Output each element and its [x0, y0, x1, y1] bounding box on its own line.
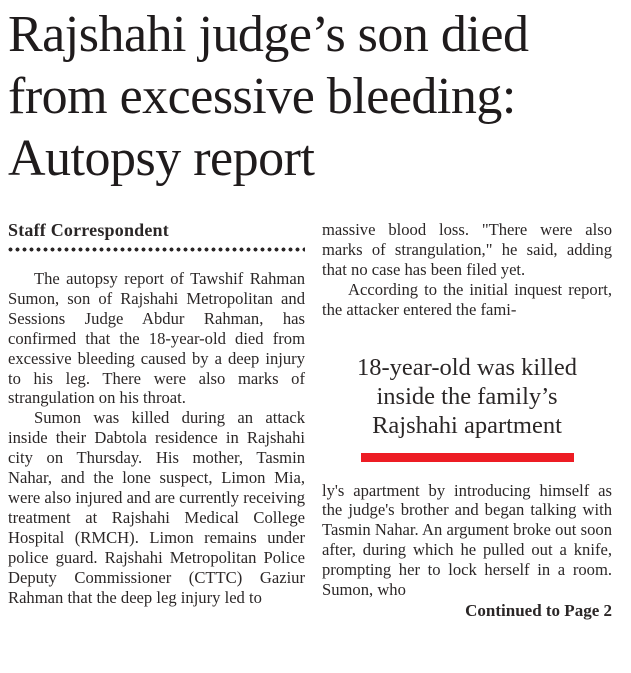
continued-to-page-label: Continued to Page 2	[465, 600, 612, 620]
paragraph: Sumon was killed during an attack inside their Dabtola residence in Rajshahi city on Thursday. His mother, Tasmin Nahar, and the lone suspect, Limon Mia, were also injured and are currently receiving treatment at Rajshahi Medical College Hospital (RMCH). Limon remains under police guard. Rajshahi Metropolitan Police Deputy Commissioner (CTTC) Gaziur Rahman that the deep leg injury led to	[8, 408, 305, 607]
paragraph: According to the initial inquest report, the attacker entered the fami-	[322, 279, 612, 319]
pull-quote: 18-year-old was killed inside the family’s Rajshahi apartment	[357, 353, 577, 439]
byline-divider	[8, 247, 305, 252]
byline: Staff Correspondent	[8, 220, 169, 240]
paragraph: ly's apartment by introducing himself as the judge's brother and began talking with Tasmin Nahar. An argument broke out soon after, during which he pulled out a knife, prompting her to lock herself in a room. Sumon, who	[322, 480, 612, 600]
column-left	[8, 220, 305, 621]
headline: Rajshahi judge’s son died from excessive bleeding: Autopsy report	[8, 6, 529, 187]
article-columns	[8, 220, 612, 621]
column-right	[322, 220, 612, 621]
paragraph: massive blood loss. "There were also marks of strangulation," he said, adding that no case has been filed yet.	[322, 220, 612, 279]
paragraph: The autopsy report of Tawshif Rahman Sumon, son of Rajshahi Metropolitan and Sessions Judge Abdur Rahman, has confirmed that the 18-year-old died from excessive bleeding caused by a deep injury to his leg. There were also marks of strangulation on his throat.	[8, 269, 305, 408]
pull-quote-rule	[361, 453, 574, 462]
